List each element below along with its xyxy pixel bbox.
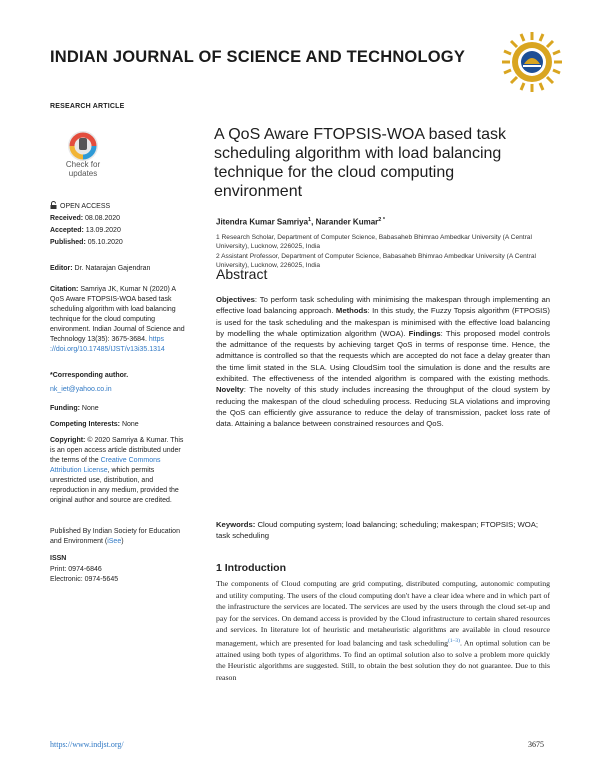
methods-text: : In this study, the Fuzzy Topsis algorithm (FTPOSIS) is used for the task scheduling and the makespan is minimised with the effective load balancing by modelling the whale optimization algorithm (WOA). bbox=[216, 306, 550, 338]
author-separator: , bbox=[311, 217, 316, 227]
open-access-lock-icon bbox=[50, 201, 57, 209]
funding-value: None bbox=[81, 405, 99, 412]
published-date: 05.10.2020 bbox=[87, 239, 123, 246]
citation-label: Citation: bbox=[50, 286, 79, 293]
doi-link[interactable]: https ://doi.org/10.17485/IJST/v13i35.1314 bbox=[50, 336, 165, 353]
article-type: RESEARCH ARTICLE bbox=[50, 103, 125, 110]
open-access-label: OPEN ACCESS bbox=[60, 203, 111, 210]
novelty-label: Novelty bbox=[216, 385, 244, 395]
received-label: Received: bbox=[50, 215, 84, 222]
keywords bbox=[216, 519, 550, 542]
issn-block bbox=[50, 554, 198, 585]
methods-label: Methods bbox=[335, 306, 368, 316]
published-row bbox=[50, 238, 198, 248]
competing-label: Competing Interests: bbox=[50, 421, 121, 428]
funding-row bbox=[50, 404, 198, 414]
editor-name: Dr. Natarajan Gajendran bbox=[74, 265, 151, 272]
publisher-text: Published By Indian Society for Education and Environment ( bbox=[50, 528, 180, 545]
check-for-updates-label[interactable] bbox=[50, 160, 116, 178]
copyright-block bbox=[50, 436, 190, 506]
article-title: A QoS Aware FTOPSIS-WOA based task scheduling algorithm with load balancing technique for the cloud computing environment bbox=[214, 126, 506, 200]
keywords-text: Cloud computing system; load balancing; scheduling; makespan; FTOPSIS; WOA; task scheduling bbox=[216, 520, 539, 541]
issn-electronic: Electronic: 0974-5645 bbox=[50, 576, 119, 583]
journal-title: INDIAN JOURNAL OF SCIENCE AND TECHNOLOGY bbox=[50, 48, 466, 66]
license-link[interactable]: Creative Commons Attribution License bbox=[50, 457, 161, 474]
published-label: Published: bbox=[50, 239, 86, 246]
objectives-label: Objectives bbox=[216, 295, 255, 304]
issn-print: Print: 0974-6846 bbox=[50, 566, 102, 573]
abstract-body bbox=[216, 294, 550, 430]
received-row bbox=[50, 214, 198, 224]
check-updates-line1: Check for bbox=[65, 160, 101, 169]
funding-label: Funding: bbox=[50, 405, 80, 412]
author-2-affil: 2 * bbox=[378, 217, 385, 223]
competing-value: None bbox=[121, 421, 139, 428]
introduction-text-cont: . An optimal solution can be attained using both types of algorithms. To find an optimal solution also to solve a problem more quickly the Heuristic algorithms are suggested. Still, to obtain the best solution they do not guarantee. Due to this reason bbox=[216, 638, 550, 682]
accepted-row bbox=[50, 226, 198, 236]
received-date: 08.08.2020 bbox=[85, 215, 121, 222]
open-access bbox=[50, 201, 198, 212]
citation-ref[interactable]: (1–3) bbox=[448, 637, 460, 644]
findings-label: Findings bbox=[408, 328, 441, 338]
corresponding-row: *Corresponding author. bbox=[50, 372, 129, 379]
publisher-block bbox=[50, 527, 190, 547]
footer-url[interactable]: https://www.indjst.org/ bbox=[50, 740, 124, 749]
isee-link[interactable]: iSee bbox=[107, 538, 122, 545]
competing-row bbox=[50, 420, 198, 430]
findings-text: : This proposed model controls the admittance of the requests by achieving target QoS in terms of response time. Hence, the admittance is controlled so that the requests which are accepted do not face a delay greater than the time limit stated in the SLA. Using CloudSim tool the simulation is done and the results are exhibited. The effectiveness of the intended algorithm is compared with the existing methods. bbox=[216, 328, 550, 384]
keywords-label: Keywords: bbox=[216, 520, 256, 529]
corresponding-email[interactable]: nk_iet@yahoo.co.in bbox=[50, 386, 112, 393]
dates-block bbox=[50, 214, 198, 248]
affiliation-1-text: Research Scholar, Department of Computer Science, Babasaheb Bhimrao Ambedkar University (A Central University), Lucknow, 226025, India bbox=[216, 234, 532, 250]
corresponding-label: Corresponding author. bbox=[52, 372, 129, 379]
author-1-affil: 1 bbox=[308, 217, 312, 223]
introduction-body bbox=[216, 578, 550, 684]
affiliation-1 bbox=[216, 234, 556, 251]
author-list bbox=[216, 217, 385, 227]
corresponding-block bbox=[50, 371, 198, 395]
abstract-heading: Abstract bbox=[216, 266, 268, 282]
editor-label: Editor: bbox=[50, 265, 73, 272]
objectives-text: : To perform task scheduling with minimising the makespan through implementing an effective load balancing approach. bbox=[216, 295, 550, 316]
editor-row bbox=[50, 264, 198, 274]
introduction-heading: 1 Introduction bbox=[216, 562, 286, 574]
check-updates-line2: updates bbox=[68, 169, 98, 178]
author-2: Narander Kumar bbox=[315, 217, 379, 227]
author-1: Jitendra Kumar Samriya bbox=[216, 217, 309, 227]
copyright-label: Copyright: bbox=[50, 437, 86, 444]
citation-text: Samriya JK, Kumar N (2020) A QoS Aware FTOPSIS-WOA based task scheduling algorithm with load balancing technique for the cloud computing environment. Indian Journal of Science and Technology 13(35): 3675-3684. bbox=[50, 286, 185, 343]
publisher-text-end: ) bbox=[121, 538, 124, 545]
citation-block bbox=[50, 285, 190, 355]
accepted-label: Accepted: bbox=[50, 227, 84, 234]
page-number: 3675 bbox=[528, 740, 544, 749]
affiliation-1-num: 1 bbox=[216, 234, 220, 241]
copyright-text: © 2020 Samriya & Kumar. This is an open access article distributed under the terms of the bbox=[50, 437, 184, 464]
introduction-text: The components of Cloud computing are grid computing, distributed computing, autonomic computing and utility computing. The users of the cloud computing don't have a clear idea where and in which part of the infrastructure the services are located. The services are used by the users through the cloud set-up and pay for the services. On demand access is provided by the Cloud infrastructure to certain shared resources and services. In literature lot of heuristic and metaheuristic algorithms are available in cloud resource management, which are presented for load balancing and task scheduling bbox=[216, 579, 550, 648]
copyright-text-end: , which permits unrestricted use, distribution, and reproduction in any medium, provided the original author and source are credited. bbox=[50, 467, 179, 504]
issn-label: ISSN bbox=[50, 555, 67, 562]
journal-logo-icon bbox=[500, 30, 564, 94]
accepted-date: 13.09.2020 bbox=[85, 227, 121, 234]
novelty-text: : The novelty of this study includes increasing the throughput of the cloud system by reducing the makespan of the cloud scheduling process. Reducing SLA violations and improving the QoS can efficiently give assurance to reduce the delay of transmission, packet loss rate of data. Attaining a balance between constrained resources and QoS. bbox=[216, 385, 550, 429]
affiliation-2-num: 2 bbox=[216, 253, 220, 260]
affiliation-2-text: Assistant Professor, Department of Computer Science, Babasaheb Bhimrao Ambedkar University (A Central University), Lucknow, 226025, India bbox=[216, 253, 536, 269]
